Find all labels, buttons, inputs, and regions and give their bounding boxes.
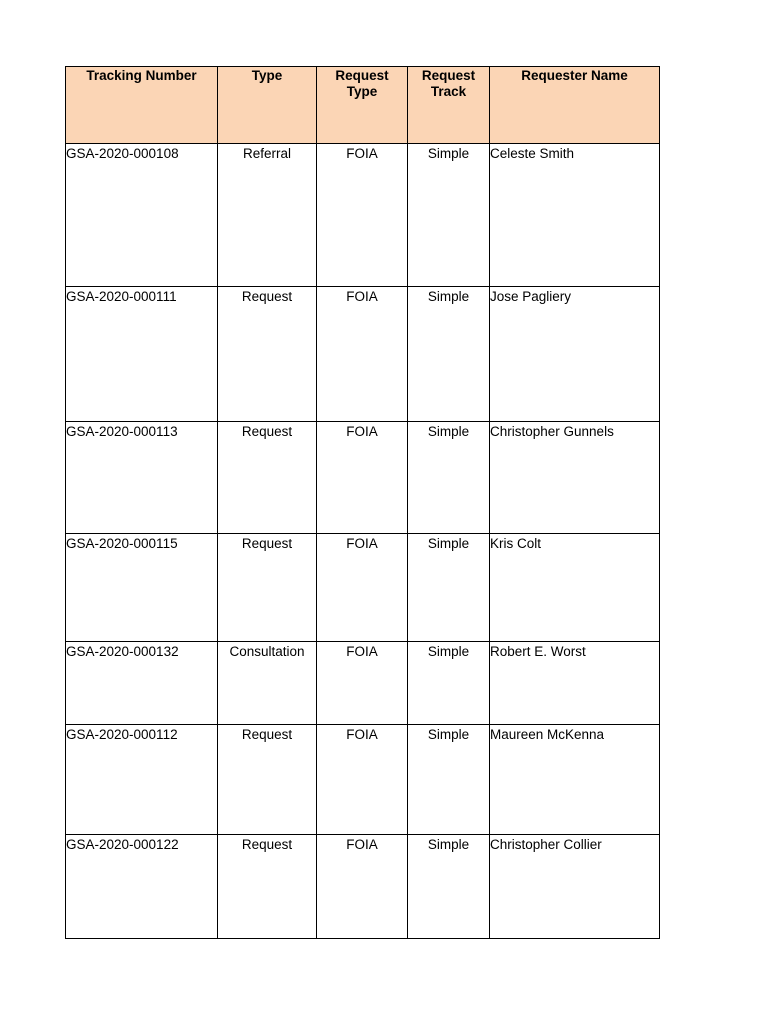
type-cell: Request (218, 287, 317, 422)
tracking-number-cell: GSA-2020-000115 (66, 534, 218, 642)
request-track-cell: Simple (408, 642, 490, 725)
foia-requests-table (65, 66, 660, 939)
table-header-row (66, 67, 660, 144)
tracking-number-cell: GSA-2020-000111 (66, 287, 218, 422)
tracking-number-cell: GSA-2020-000112 (66, 725, 218, 835)
type-cell: Referral (218, 144, 317, 287)
type-cell: Request (218, 835, 317, 939)
header-request-track: Request Track (408, 67, 490, 144)
request-track-cell: Simple (408, 835, 490, 939)
request-type-cell: FOIA (317, 642, 408, 725)
request-type-cell: FOIA (317, 287, 408, 422)
tracking-number-cell: GSA-2020-000132 (66, 642, 218, 725)
request-track-cell: Simple (408, 422, 490, 534)
table-row (66, 642, 660, 725)
header-tracking-number: Tracking Number (66, 67, 218, 144)
requester-name-cell: Maureen McKenna (490, 725, 660, 835)
request-track-cell: Simple (408, 144, 490, 287)
requester-name-cell: Robert E. Worst (490, 642, 660, 725)
header-request-type: Request Type (317, 67, 408, 144)
request-type-cell: FOIA (317, 534, 408, 642)
request-track-cell: Simple (408, 287, 490, 422)
table-row (66, 725, 660, 835)
table-row (66, 422, 660, 534)
header-type: Type (218, 67, 317, 144)
tracking-number-cell: GSA-2020-000122 (66, 835, 218, 939)
request-type-cell: FOIA (317, 144, 408, 287)
header-requester-name: Requester Name (490, 67, 660, 144)
requester-name-cell: Jose Pagliery (490, 287, 660, 422)
request-track-cell: Simple (408, 725, 490, 835)
table-row (66, 144, 660, 287)
request-type-cell: FOIA (317, 422, 408, 534)
type-cell: Request (218, 534, 317, 642)
tracking-number-cell: GSA-2020-000108 (66, 144, 218, 287)
request-track-cell: Simple (408, 534, 490, 642)
table-row (66, 835, 660, 939)
requester-name-cell: Kris Colt (490, 534, 660, 642)
type-cell: Request (218, 422, 317, 534)
request-type-cell: FOIA (317, 725, 408, 835)
request-type-cell: FOIA (317, 835, 408, 939)
type-cell: Request (218, 725, 317, 835)
tracking-number-cell: GSA-2020-000113 (66, 422, 218, 534)
table-row (66, 534, 660, 642)
requester-name-cell: Celeste Smith (490, 144, 660, 287)
requester-name-cell: Christopher Collier (490, 835, 660, 939)
requester-name-cell: Christopher Gunnels (490, 422, 660, 534)
type-cell: Consultation (218, 642, 317, 725)
table-row (66, 287, 660, 422)
